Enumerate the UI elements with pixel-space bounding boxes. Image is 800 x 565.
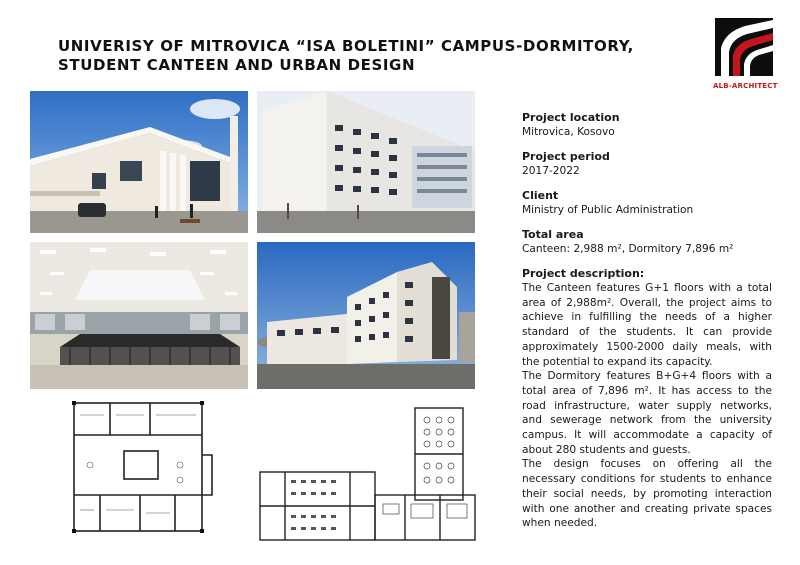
title-line-1: UNIVERISY OF MITROVICA “ISA BOLETINI” CAMPUS-DORMITORY, — [58, 37, 634, 55]
dormitory-floor-plan — [255, 400, 480, 545]
project-area — [522, 227, 772, 257]
project-description — [522, 266, 772, 531]
title-line-2: STUDENT CANTEEN AND URBAN DESIGN — [58, 56, 416, 74]
project-period — [522, 149, 772, 179]
project-client-label: Client — [522, 189, 559, 202]
logo — [713, 18, 778, 98]
project-period-value: 2017-2022 — [522, 165, 580, 177]
logo-text: ALB-ARCHITECT — [713, 82, 778, 90]
project-client-value: Ministry of Public Administration — [522, 204, 694, 216]
dormitory-perspective-photo — [257, 242, 475, 389]
project-area-value: Canteen: 2,988 m², Dormitory 7,896 m² — [522, 243, 734, 255]
page-title — [58, 37, 634, 75]
project-info — [522, 110, 772, 540]
project-area-label: Total area — [522, 228, 584, 241]
project-location — [522, 110, 772, 140]
project-location-label: Project location — [522, 111, 620, 124]
description-paragraph-3: The design focuses on offering all the necessary conditions for students to enhance their social needs, by promoting interaction with one another and creating private spaces when needed. — [522, 458, 772, 530]
logo-mark-icon — [715, 18, 773, 76]
dormitory-facade-photo — [257, 91, 475, 233]
project-client — [522, 188, 772, 218]
description-paragraph-2: The Dormitory features B+G+4 floors with a total area of 7,896 m². It has access to the road infrastructure, water supply networks, and sewerage network from the university campus. It will accommodate a capacity of about 280 students and guests. — [522, 370, 772, 456]
canteen-interior-photo — [30, 242, 248, 389]
canteen-floor-plan — [60, 395, 228, 545]
project-description-label: Project description: — [522, 267, 645, 280]
description-paragraph-1: The Canteen features G+1 floors with a total area of 2,988m². Overall, the project aims to achieve in fulfilling the needs of a higher standard of the students. It can provide approximately 1500-2000 daily meals, with the potential to expand its capacity. — [522, 282, 772, 368]
project-location-value: Mitrovica, Kosovo — [522, 126, 615, 138]
canteen-exterior-photo — [30, 91, 248, 233]
project-period-label: Project period — [522, 150, 610, 163]
